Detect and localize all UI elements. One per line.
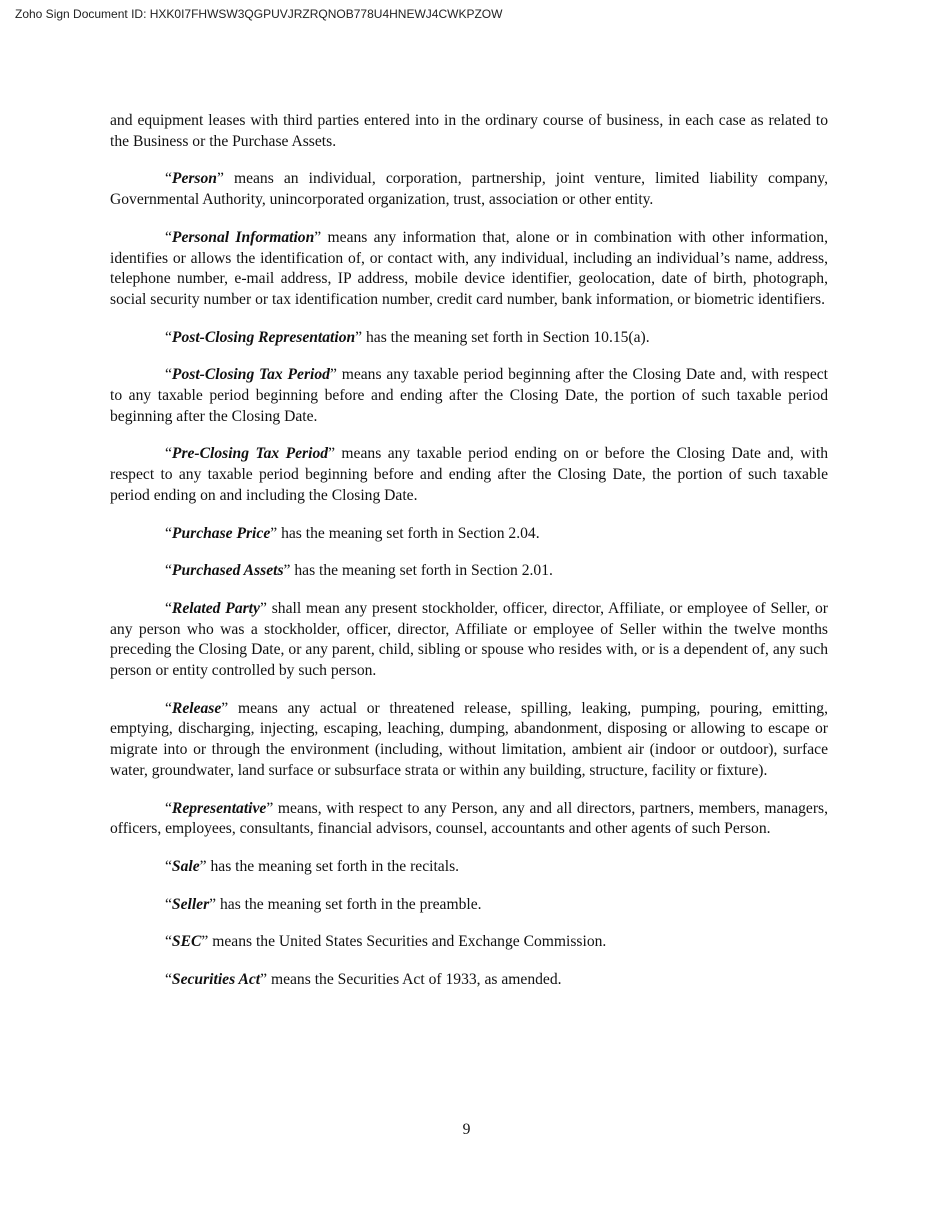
close-quote: ”	[314, 228, 322, 246]
open-quote: “	[165, 366, 172, 384]
defined-term: SEC	[171, 933, 202, 951]
defined-term: Purchase Price	[171, 524, 271, 542]
definition-text: shall mean any present stockholder, officer, director, Affiliate, or employee of Seller, or any person who was a stockholder, officer, director, Affiliate or employee of Seller within the twelve months preceding the Closing Date, or any parent, child, sibling or spouse who resides with, or is a dependent of, any such person or entity controlled by such person.	[110, 599, 828, 680]
defined-term: Personal Information	[171, 228, 315, 246]
close-quote: ”	[328, 445, 335, 463]
definition-text: means the United States Securities and Exchange Commission.	[208, 933, 607, 951]
defined-term: Seller	[171, 895, 210, 913]
close-quote: ”	[266, 799, 274, 817]
close-quote: ”	[283, 562, 291, 580]
close-quote: ”	[329, 366, 337, 384]
paragraph-continuation	[110, 111, 828, 152]
open-quote: “	[165, 699, 172, 717]
defined-term: Related Party	[171, 599, 260, 617]
definition-text: has the meaning set forth in Section 10.15(a).	[362, 328, 650, 346]
definition-text: means any taxable period ending on or before the Closing Date and, with respect to any taxable period beginning before and ending after the Closing Date, the portion of such taxable period ending on and including the Closing Date.	[110, 445, 828, 504]
open-quote: “	[165, 799, 172, 817]
definition-text: means any actual or threatened release, spilling, leaking, pumping, pouring, emitting, emptying, discharging, injecting, escaping, leaching, dumping, abandonment, disposing or allowing to escape or migrate into or through the environment (including, without limitation, ambient air (indoor or outdoor), surface water, groundwater, land surface or subsurface strata or within any building, structure, facility or fixture).	[110, 699, 828, 779]
open-quote: “	[165, 228, 172, 246]
definition-text: means, with respect to any Person, any and all directors, partners, members, managers, officers, employees, consultants, financial advisors, counsel, accountants and other agents of such Person.	[110, 799, 828, 838]
definition-text: means an individual, corporation, partnership, joint venture, limited liability company, Governmental Authority, unincorporated organization, trust, association or other entity.	[110, 170, 828, 209]
definition-text: has the meaning set forth in the recitals.	[206, 857, 460, 875]
open-quote: “	[165, 599, 172, 617]
defined-term: Representative	[171, 799, 267, 817]
document-id-header: Zoho Sign Document ID: HXK0I7FHWSW3QGPUVJRZRQNOB778U4HNEWJ4CWKPZOW	[15, 7, 503, 21]
definition-text: has the meaning set forth in Section 2.01.	[290, 562, 553, 580]
definition-text: has the meaning set forth in the preamble.	[216, 895, 482, 913]
definition-related-party	[110, 599, 828, 682]
defined-term: Purchased Assets	[171, 562, 284, 580]
definition-text: means any information that, alone or in combination with other information, identifies or allows the identification of, or contact with, any individual, including an individual’s name, address, telephone number, e-mail address, IP address, mobile device identifier, geolocation, date of birth, photograph, social security number or tax identification number, credit card number, bank information, or biometric identifiers.	[110, 228, 828, 308]
definition-personal-information	[110, 228, 828, 311]
paragraph-text: and equipment leases with third parties entered into in the ordinary course of business, in each case as related to the Business or the Purchase Assets.	[110, 112, 828, 150]
definition-text: has the meaning set forth in Section 2.04.	[277, 524, 540, 542]
document-body	[110, 111, 828, 1008]
open-quote: “	[165, 445, 172, 463]
open-quote: “	[165, 933, 172, 951]
open-quote: “	[165, 857, 172, 875]
close-quote: ”	[260, 971, 268, 989]
defined-term: Post-Closing Tax Period	[171, 366, 330, 384]
close-quote: ”	[199, 857, 207, 875]
definition-sec	[110, 932, 828, 953]
close-quote: ”	[216, 170, 224, 188]
definition-representative	[110, 799, 828, 840]
defined-term: Release	[171, 699, 222, 717]
defined-term: Pre-Closing Tax Period	[171, 445, 329, 463]
definition-post-closing-tax-period	[110, 365, 828, 427]
definition-text: means any taxable period beginning after the Closing Date and, with respect to any taxable period beginning before and ending after the Closing Date, the portion of such taxable period beginning after the Closing Date.	[110, 366, 828, 425]
definition-sale	[110, 857, 828, 878]
open-quote: “	[165, 895, 172, 913]
definition-person	[110, 169, 828, 210]
defined-term: Securities Act	[171, 971, 261, 989]
close-quote: ”	[355, 328, 363, 346]
definition-text: means the Securities Act of 1933, as amended.	[267, 971, 562, 989]
defined-term: Sale	[171, 857, 200, 875]
definition-seller	[110, 895, 828, 916]
close-quote: ”	[201, 933, 209, 951]
open-quote: “	[165, 328, 172, 346]
open-quote: “	[165, 170, 172, 188]
close-quote: ”	[270, 524, 278, 542]
definition-securities-act	[110, 970, 828, 991]
open-quote: “	[165, 524, 172, 542]
defined-term: Person	[171, 170, 217, 188]
definition-purchase-price	[110, 524, 828, 545]
close-quote: ”	[209, 895, 217, 913]
definition-release	[110, 699, 828, 782]
definition-post-closing-representation	[110, 328, 828, 349]
definition-pre-closing-tax-period	[110, 444, 828, 506]
open-quote: “	[165, 562, 172, 580]
definition-purchased-assets	[110, 561, 828, 582]
defined-term: Post-Closing Representation	[171, 328, 356, 346]
open-quote: “	[165, 971, 172, 989]
close-quote: ”	[259, 599, 267, 617]
page-number: 9	[462, 1121, 471, 1138]
close-quote: ”	[221, 699, 229, 717]
